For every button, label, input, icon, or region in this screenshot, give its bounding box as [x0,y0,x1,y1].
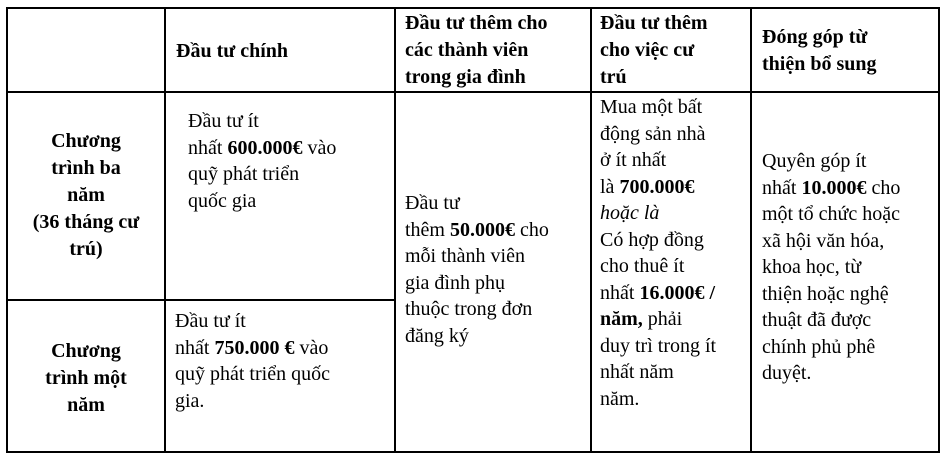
header-line: thiện bổ sung [762,53,877,75]
text: quỹ phát triển quốc [175,363,330,385]
text: Đầu tư ít [188,110,259,132]
main-investment-one-year [175,308,330,414]
text: thiện hoặc nghệ [762,282,889,305]
text: cho [515,218,549,241]
amount: 50.000€ [450,218,515,241]
label-line: Chương [51,130,121,152]
header-main: Đầu tư chính [176,40,289,62]
amount: 700.000€ [619,175,695,198]
or-text: hoặc là [600,202,660,224]
table-border-bottom [7,451,940,453]
text: vào [302,136,337,159]
text: Quyên góp ít [762,150,867,172]
text: thêm [405,218,450,241]
text: động sản nhà [600,122,706,145]
label-line: trình ba [51,157,121,179]
text: nhất [188,136,228,159]
text: khoa học, từ [762,256,862,278]
text: Mua một bất [600,96,703,118]
header-divider [7,91,940,93]
amount: 600.000€ [227,136,303,159]
text: cho [866,176,901,199]
text: quốc gia [188,189,257,212]
col-divider [394,7,396,453]
table-border-top [7,7,940,9]
text: thuật đã được [762,309,872,331]
amount: 16.000€ / [639,281,715,304]
label-line: năm [67,394,105,416]
family-investment [405,190,549,349]
row-divider [7,299,396,301]
text: phải [642,308,683,330]
text: Đầu tư [405,192,460,214]
label-line: trú) [69,238,103,260]
text: gia đình phụ [405,271,505,294]
text: vào [294,336,329,359]
header-charity [762,24,877,78]
row-label-three-year [8,128,164,263]
text: nhất [762,176,802,199]
text: chính phủ phê [762,335,876,358]
text: nhất năm [600,361,674,383]
text: nhất [600,281,640,304]
charity-donation [762,148,900,387]
header-line: Đóng góp từ [762,26,868,48]
text: đăng ký [405,324,469,347]
text: Đầu tư ít [175,310,246,332]
text: mỗi thành viên [405,245,525,267]
header-line: trú [600,66,627,88]
amount: năm, [600,308,643,330]
text: duy trì trong ít [600,334,717,357]
text: Có hợp đồng [600,228,704,251]
text: cho thuê ít [600,255,685,277]
row-label-one-year [8,338,164,419]
label-line: Chương [51,340,121,362]
table-border-right [938,7,940,453]
amount: 750.000 € [214,336,295,359]
text: duyệt. [762,362,812,384]
text: gia. [175,389,205,412]
text: xã hội văn hóa, [762,229,885,252]
label-line: trình một [45,367,127,389]
text: thuộc trong đơn [405,298,533,320]
header-line: trong gia đình [405,66,526,88]
amount: 10.000€ [801,176,867,199]
header-line: các thành viên [405,39,529,61]
header-line: Đầu tư thêm [600,12,708,34]
text: quỹ phát triển [188,163,300,185]
text: năm. [600,387,640,410]
header-residence [600,10,708,91]
col-divider [750,7,752,453]
label-line: năm [67,184,105,206]
text: một tổ chức hoặc [762,203,901,225]
header-line: cho việc cư [600,39,695,61]
text: là [600,175,620,198]
label-line: (36 tháng cư [32,211,140,233]
text: ở ít nhất [600,149,667,171]
residence-investment [600,94,716,412]
header-line: Đầu tư thêm cho [405,12,548,34]
text: nhất [175,336,215,359]
col-divider [590,7,592,453]
main-investment-three-year [188,108,336,214]
col-divider [164,7,166,453]
header-family [405,10,548,91]
